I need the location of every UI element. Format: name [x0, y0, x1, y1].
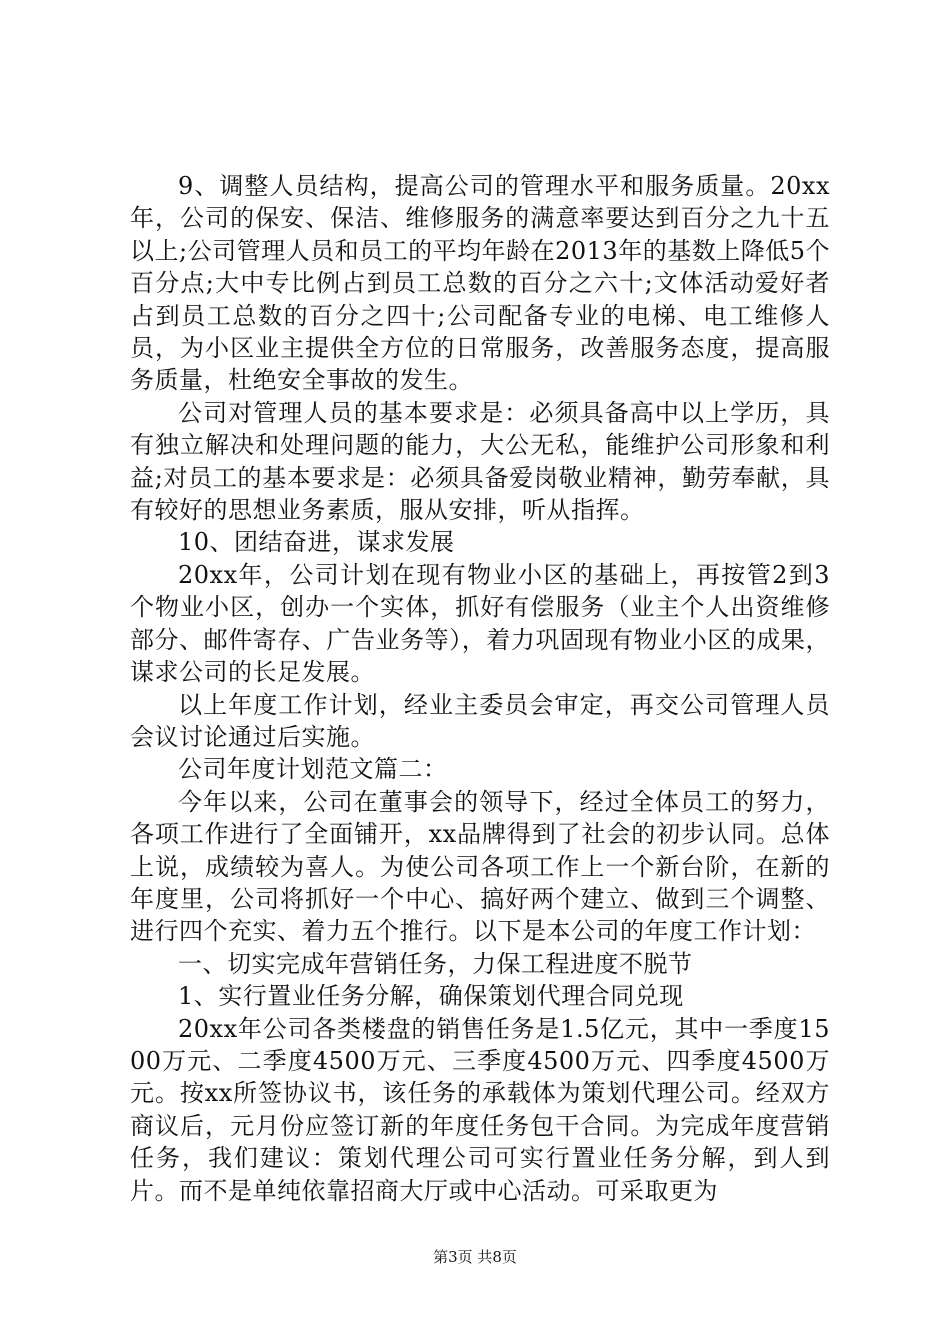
page-number-footer: 第3页 共8页 [433, 1248, 517, 1266]
paragraph-item-9: 9、调整人员结构，提高公司的管理水平和服务质量。20xx年，公司的保安、保洁、维修服务的满意率要达到百分之九十五以上;公司管理人员和员工的平均年龄在2013年的基数上降低5个百分点;大中专比例占到员工总数的百分之六十;文体活动爱好者占到员工总数的百分之四十;公司配备专业的电梯、电工维修人员，为小区业主提供全方位的日常服务，改善服务态度，提高服务质量，杜绝安全事故的发生。 [130, 172, 830, 395]
paragraph-item-10-heading: 10、团结奋进，谋求发展 [178, 528, 455, 557]
paragraph-section-one-heading: 一、切实完成年营销任务，力保工程进度不脱节 [178, 949, 693, 978]
paragraph-sales-targets: 20xx年公司各类楼盘的销售任务是1.5亿元，其中一季度1500万元、二季度4500万元、三季度4500万元、四季度4500万元。按xx所签协议书，该任务的承载体为策划代理公司。经双方商议后，元月份应签订新的年度任务包干合同。为完成年度营销任务，我们建议：策划代理公司可实行置业任务分解，到人到片。而不是单纯依靠招商大厅或中心活动。可采取更为 [130, 1014, 830, 1205]
document-body [130, 170, 830, 1207]
paragraph-staff-requirements: 公司对管理人员的基本要求是：必须具备高中以上学历，具有独立解决和处理问题的能力，大公无私，能维护公司形象和利益;对员工的基本要求是：必须具备爱岗敬业精神，勤劳奉献，具有较好的思想业务素质，服从安排，听从指挥。 [130, 398, 830, 525]
paragraph-expansion-plan: 20xx年，公司计划在现有物业小区的基础上，再按管2到3个物业小区，创办一个实体，抓好有偿服务（业主个人出资维修部分、邮件寄存、广告业务等），着力巩固现有物业小区的成果，谋求公司的长足发展。 [130, 560, 830, 687]
paragraph-subsection-one-heading: 1、实行置业任务分解，确保策划代理合同兑现 [178, 982, 684, 1011]
paragraph-approval-note: 以上年度工作计划，经业主委员会审定，再交公司管理人员会议讨论通过后实施。 [130, 690, 830, 751]
paragraph-intro: 今年以来，公司在董事会的领导下，经过全体员工的努力，各项工作进行了全面铺开，xx品牌得到了社会的初步认同。总体上说，成绩较为喜人。为使公司各项工作上一个新台阶，在新的年度里，公司将抓好一个中心、搞好两个建立、做到三个调整、进行四个充实、着力五个推行。以下是本公司的年度工作计划： [130, 787, 830, 946]
paragraph-sample-two-heading: 公司年度计划范文篇二： [178, 755, 448, 784]
